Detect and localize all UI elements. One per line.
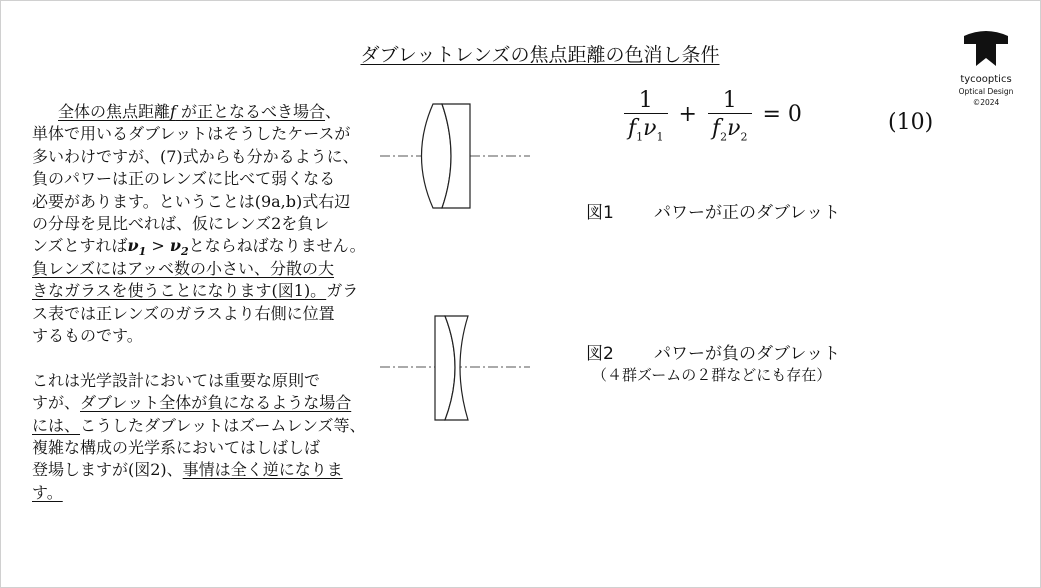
text-line: 必要があります。ということは(9a,b)式右辺 [32, 191, 351, 211]
logo-copyright: ©2024 [972, 98, 1000, 107]
lens-mount-logo-icon [956, 28, 1016, 68]
formula-10: $\frac{1}{f_1\nu_1}$ + $\frac{1}{f_2\nu_2}$ = 0 [624, 88, 806, 141]
fraction-2: $\frac{1}{f_2\nu_2}$ [708, 88, 752, 141]
text-line: これは光学設計においては重要な原則で [32, 370, 321, 390]
text-line: すが、ダブレット全体が負になるような場合 [32, 393, 352, 413]
logo-brand: tycooptics [960, 74, 1012, 85]
text-line: 多いわけですが、(7)式からも分かるように、 [32, 146, 359, 166]
text-line: には、こうしたダブレットはズームレンズ等、 [32, 415, 366, 435]
text-line: 複雑な構成の光学系においてはしばしば [32, 438, 321, 458]
text-line: 登場しますが(図2)、事情は全く逆になりま [32, 460, 343, 480]
text-line: ンズとすれば$\nu_1 > \nu_2$とならねばなりません。 [32, 236, 366, 259]
logo [950, 28, 1022, 107]
figure-1-caption: 図1 パワーが正のダブレット [586, 203, 841, 223]
body-text [32, 101, 384, 504]
underlined-phrase: 全体の焦点距離f が正となるべき場合 [58, 102, 326, 121]
text-line: ス表では正レンズのガラスより右側に位置 [32, 303, 335, 323]
text-line: 単体で用いるダブレットはそうしたケースが [32, 124, 351, 144]
text-line: す。 [32, 482, 63, 502]
text-line: 全体の焦点距離f が正となるべき場合、 [58, 102, 342, 121]
equation-number: (10) [888, 110, 934, 135]
text-line: 負レンズにはアッベ数の小さい、分散の大 [32, 258, 335, 278]
text-line: の分母を見比べれば、仮にレンズ2を負レ [32, 214, 330, 234]
figure-2-caption: 図2 パワーが負のダブレット [586, 344, 841, 364]
text-line: 負のパワーは正のレンズに比べて弱くなる [32, 169, 336, 189]
figure-positive-doublet [380, 98, 530, 214]
fraction-1: $\frac{1}{f_1\nu_1}$ [624, 88, 668, 141]
slide-title: ダブレットレンズの焦点距離の色消し条件 [360, 44, 720, 66]
figure-negative-doublet [380, 312, 530, 424]
logo-subtitle: Optical Design [958, 87, 1014, 96]
figure-2-note: （４群ズームの２群などにも存在） [592, 366, 832, 384]
text-line: きなガラスを使うことになります(図1)。ガラ [32, 281, 359, 301]
text-line: するものです。 [32, 326, 143, 346]
